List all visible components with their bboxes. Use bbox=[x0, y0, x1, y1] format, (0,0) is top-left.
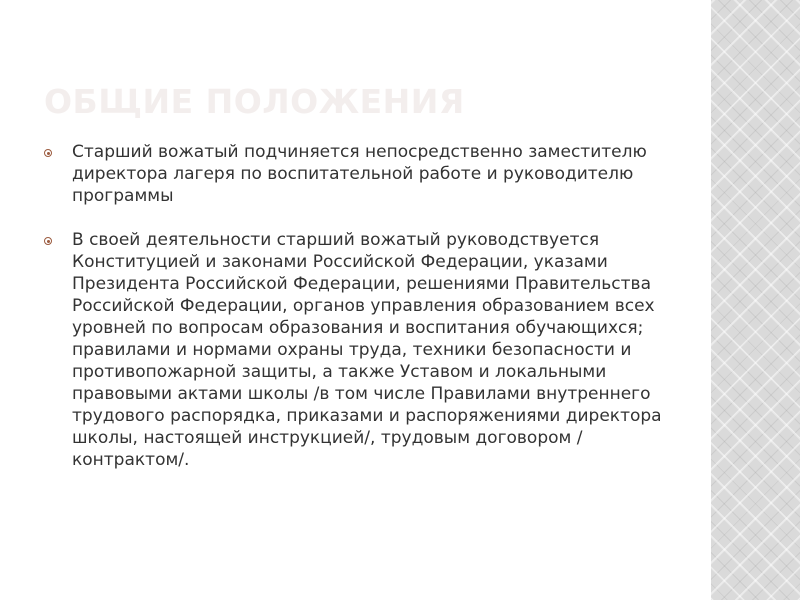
circle-bullet-icon bbox=[44, 149, 52, 157]
bullet-item bbox=[44, 229, 664, 471]
slide-title: ОБЩИЕ ПОЛОЖЕНИЯ bbox=[44, 82, 465, 121]
bullet-list bbox=[44, 141, 664, 471]
decorative-pattern-panel bbox=[711, 0, 800, 600]
circle-bullet-icon bbox=[44, 237, 52, 245]
bullet-text: Старший вожатый подчиняется непосредственно заместителю директора лагеря по воспитательной работе и руководителю программы bbox=[72, 142, 647, 206]
bullet-item bbox=[44, 141, 664, 207]
bullet-text: В своей деятельности старший вожатый руководствуется Конституцией и законами Российской Федерации, указами Президента Российской Федерации, решениями Правительства Российской Федерации, органов управления образованием всех уровней по вопросам образования и воспитания обучающихся; правилами и нормами охраны труда, техники безопасности и противопожарной защиты, а также Уставом и локальными правовыми актами школы /в том числе Правилами внутреннего трудового распорядка, приказами и распоряжениями директора школы, настоящей инструкцией/, трудовым договором /контрактом/. bbox=[72, 230, 662, 470]
